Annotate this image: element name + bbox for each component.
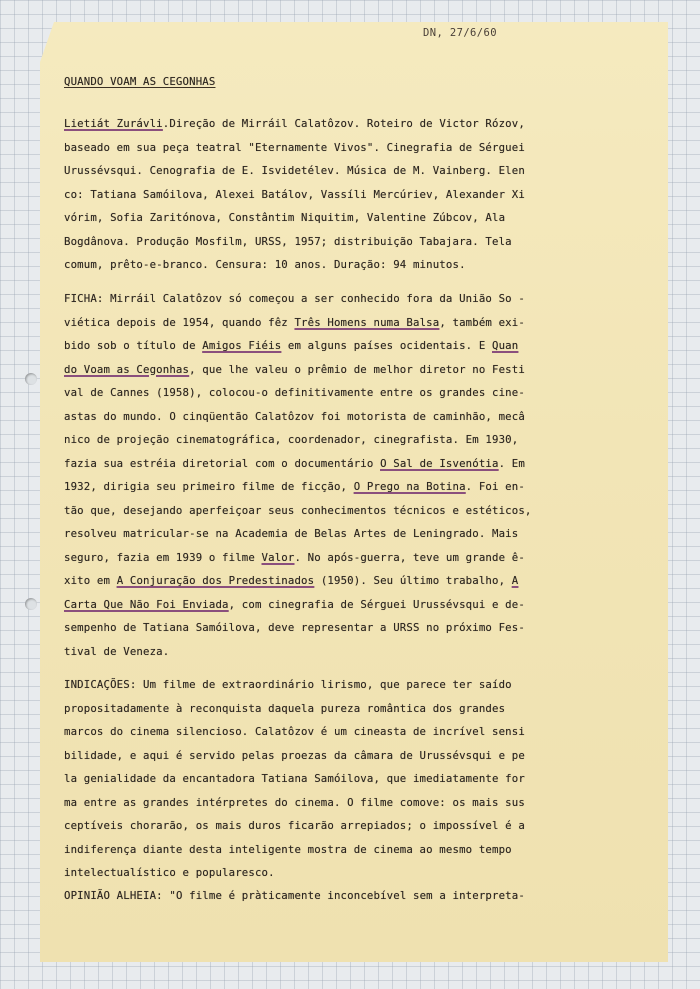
indicacoes-line: bilidade, e aqui é servido pelas proezas da câmara de Urussévsqui e pe [64,748,525,762]
film-title-underlined: Quan [492,339,519,352]
review-title-text: QUANDO VOAM AS CEGONHAS [64,75,216,88]
indicacoes-section [64,673,644,885]
film-title-underlined: O Sal de Isvenótia [380,456,499,470]
ficha-line: 1932, dirigia seu primeiro filme de ficção, O Prego na Botina. Foi en- [64,480,525,493]
indicacoes-line: propositadamente à reconquista daquela pureza romântica dos grandes [64,701,506,715]
indicacoes-line: ma entre as grandes intérpretes do cinema. O filme comove: os mais sus [64,795,525,809]
ficha-line: Carta Que Não Foi Enviada, com cinegrafia de Sérguei Urussévsqui e de- [64,597,525,611]
ficha-line: nico de projeção cinematográfica, coordenador, cinegrafista. Em 1930, [64,433,519,446]
ficha-label: FICHA: [64,292,104,305]
credits-line: comum, prêto-e-branco. Censura: 10 anos. Duração: 94 minutos. [64,258,466,271]
opiniao-label: OPINIÃO ALHEIA: [64,889,163,902]
ficha-line: sempenho de Tatiana Samóilova, deve representar a URSS no próximo Fes- [64,621,525,634]
original-title: Lietiát Zurávli [64,117,163,130]
indicacoes-line: la genialidade da encantadora Tatiana Samóilova, que imediatamente for [64,772,525,785]
indicacoes-line: ceptíveis chorarão, os mais duros ficarão arrepiados; o impossível é a [64,819,525,832]
film-title-underlined: Valor [261,550,295,564]
film-title-underlined: O Prego na Botina [353,480,466,493]
credits-line: Bogdânova. Produção Mosfilm, URSS, 1957; distribuição Tabajara. Tela [64,234,512,248]
credits-line: co: Tatiana Samóilova, Alexei Batálov, Vassíli Mercúriev, Alexander Xi [64,187,525,201]
credits-line: baseado em sua peça teatral "Eternamente Vivos". Cinegrafia de Sérguei [64,140,525,154]
credits-line [64,112,644,136]
credits-text: .Direção de Mirráil Calatôzov. Roteiro de Victor Rózov, [162,117,525,130]
indicacoes-label: INDICAÇÕES: [64,678,137,691]
opiniao-line: OPINIÃO ALHEIA: "O filme é pràticamente inconcebível sem a interpreta- [64,889,525,902]
credits-line: vórim, Sofia Zaritónova, Constântim Niquitim, Valentine Zúbcov, Ala [64,211,506,224]
film-title-underlined: Três Homens numa Balsa [294,315,440,329]
ficha-line: do Voam as Cegonhas, que lhe valeu o prêmio de melhor diretor no Festi [64,362,525,376]
ficha-line: viética depois de 1954, quando fêz Três Homens numa Balsa, também exi- [64,315,525,329]
indicacoes-line: intelectualístico e popularesco. [64,866,275,879]
opiniao-section [64,884,644,908]
ficha-line: xito em A Conjuração dos Predestinados (1950). Seu último trabalho, A [64,574,519,587]
film-title-underlined: A [511,574,519,587]
ficha-line: val de Cannes (1958), colocou-o definitivamente entre os grandes cine- [64,386,525,399]
film-title-underlined: do Voam as Cegonhas [64,362,190,376]
film-title-underlined: Amigos Fiéis [202,339,282,352]
review-title [64,70,644,94]
ficha-line: tival de Veneza. [64,644,170,658]
date-stamp: DN, 27/6/60 [423,27,497,39]
ficha-line: fazia sua estréia diretorial com o documentário O Sal de Isvenótia. Em [64,456,525,470]
ficha-line: seguro, fazia em 1939 o filme Valor. No após-guerra, teve um grande ê- [64,550,525,564]
ficha-section [64,287,644,663]
indicacoes-line: indiferença diante desta inteligente mostra de cinema ao mesmo tempo [64,842,512,856]
ficha-line: resolveu matricular-se na Academia de Belas Artes de Leningrado. Mais [64,527,519,540]
punch-hole [25,373,37,385]
film-title-underlined: Carta Que Não Foi Enviada [64,597,229,611]
credits-line: Urussévsqui. Cenografia de E. Isvidetélev. Música de M. Vainberg. Elen [64,164,525,177]
indicacoes-line: marcos do cinema silencioso. Calatôzov é um cineasta de incrível sensi [64,725,525,738]
ficha-line: bido sob o título de Amigos Fiéis em alguns países ocidentais. E Quan [64,339,519,352]
credits-block [64,112,644,277]
ficha-line: astas do mundo. O cinqüentão Calatôzov foi motorista de caminhão, mecâ [64,409,525,423]
ficha-line: tão que, desejando aperfeiçoar seus conhecimentos técnicos e estéticos, [64,503,532,517]
film-title-underlined: A Conjuração dos Predestinados [116,574,315,587]
ficha-line: FICHA: Mirráil Calatôzov só começou a ser conhecido fora da União So - [64,292,525,305]
punch-hole [25,598,37,610]
indicacoes-line: INDICAÇÕES: Um filme de extraordinário lirismo, que parece ter saído [64,678,512,691]
